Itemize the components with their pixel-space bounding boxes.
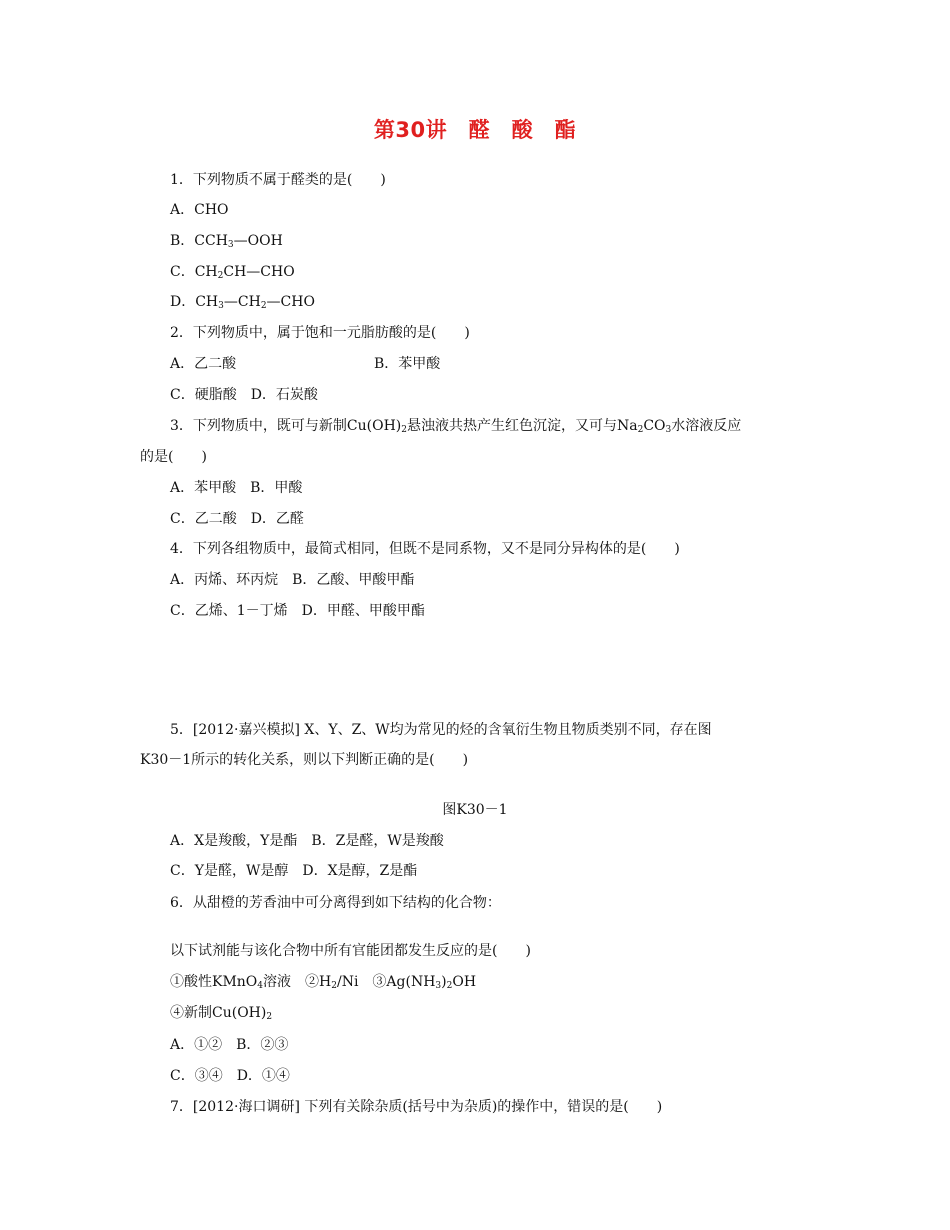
q3-stem-continued: 的是( ) xyxy=(140,449,207,465)
figure-caption: 图K30－1 xyxy=(442,802,508,818)
q2-stem: 2．下列物质中，属于饱和一元脂肪酸的是( ) xyxy=(170,325,470,341)
q1-option-d: D．$CH_3—CH_2—CHO$ xyxy=(170,294,315,311)
q2-options-cd: C．硬脂酸 D．石炭酸 xyxy=(170,387,318,403)
q3-stem: 3．下列物质中，既可与新制$Cu(OH)_2$悬浊液共热产生红色沉淀，又可与$Na_2CO_3$水溶液反应 xyxy=(170,418,742,435)
q1-option-a: A．CHO xyxy=(170,202,229,218)
page-title: 第30讲 醛 酸 酯 xyxy=(373,118,577,142)
q3-options-ab: A．苯甲酸 B．甲酸 xyxy=(170,480,303,496)
q6-reagents-line1: ①酸性KMnO$_4$溶液 $②H_2/Ni$ $③Ag(NH_3)_2OH$ xyxy=(170,974,477,991)
q1-stem: 1．下列物质不属于醛类的是( ) xyxy=(170,172,386,188)
q4-stem: 4．下列各组物质中，最简式相同，但既不是同系物，又不是同分异构体的是( ) xyxy=(170,541,680,557)
q1-option-c: C．$CH_2CH—CHO$ xyxy=(170,264,295,281)
q6-stem: 6．从甜橙的芳香油中可分离得到如下结构的化合物： xyxy=(170,895,501,911)
q7-stem: 7．[2012·海口调研] 下列有关除杂质(括号中为杂质)的操作中，错误的是( ) xyxy=(170,1099,663,1115)
q3-options-cd: C．乙二酸 D．乙醛 xyxy=(170,511,304,527)
q6-reagents-line2: ④新制$Cu(OH)_2$ xyxy=(170,1005,273,1022)
q4-options-cd: C．乙烯、1－丁烯 D．甲醛、甲酸甲酯 xyxy=(170,603,425,619)
q6-options-ab: A．①② B．②③ xyxy=(170,1037,289,1053)
q1-option-b: B．$CCH_3—OOH$ xyxy=(170,233,283,250)
q2-option-a: A．乙二酸 xyxy=(170,356,237,372)
q2-option-b: B．苯甲酸 xyxy=(374,356,441,372)
q5-options-cd: C．Y是醛，W是醇 D．X是醇，Z是酯 xyxy=(170,863,418,879)
q4-options-ab: A．丙烯、环丙烷 B．乙酸、甲酸甲酯 xyxy=(170,572,415,588)
q6-options-cd: C．③④ D．①④ xyxy=(170,1068,290,1084)
q5-stem: 5．[2012·嘉兴模拟] X、Y、Z、W均为常见的烃的含氧衍生物且物质类别不同，存在图 xyxy=(170,722,712,738)
q6-stem-continued: 以下试剂能与该化合物中所有官能团都发生反应的是( ) xyxy=(170,943,531,959)
q5-stem-continued: K30－1所示的转化关系，则以下判断正确的是( ) xyxy=(140,752,469,768)
q5-options-ab: A．X是羧酸，Y是酯 B．Z是醛，W是羧酸 xyxy=(170,833,444,849)
